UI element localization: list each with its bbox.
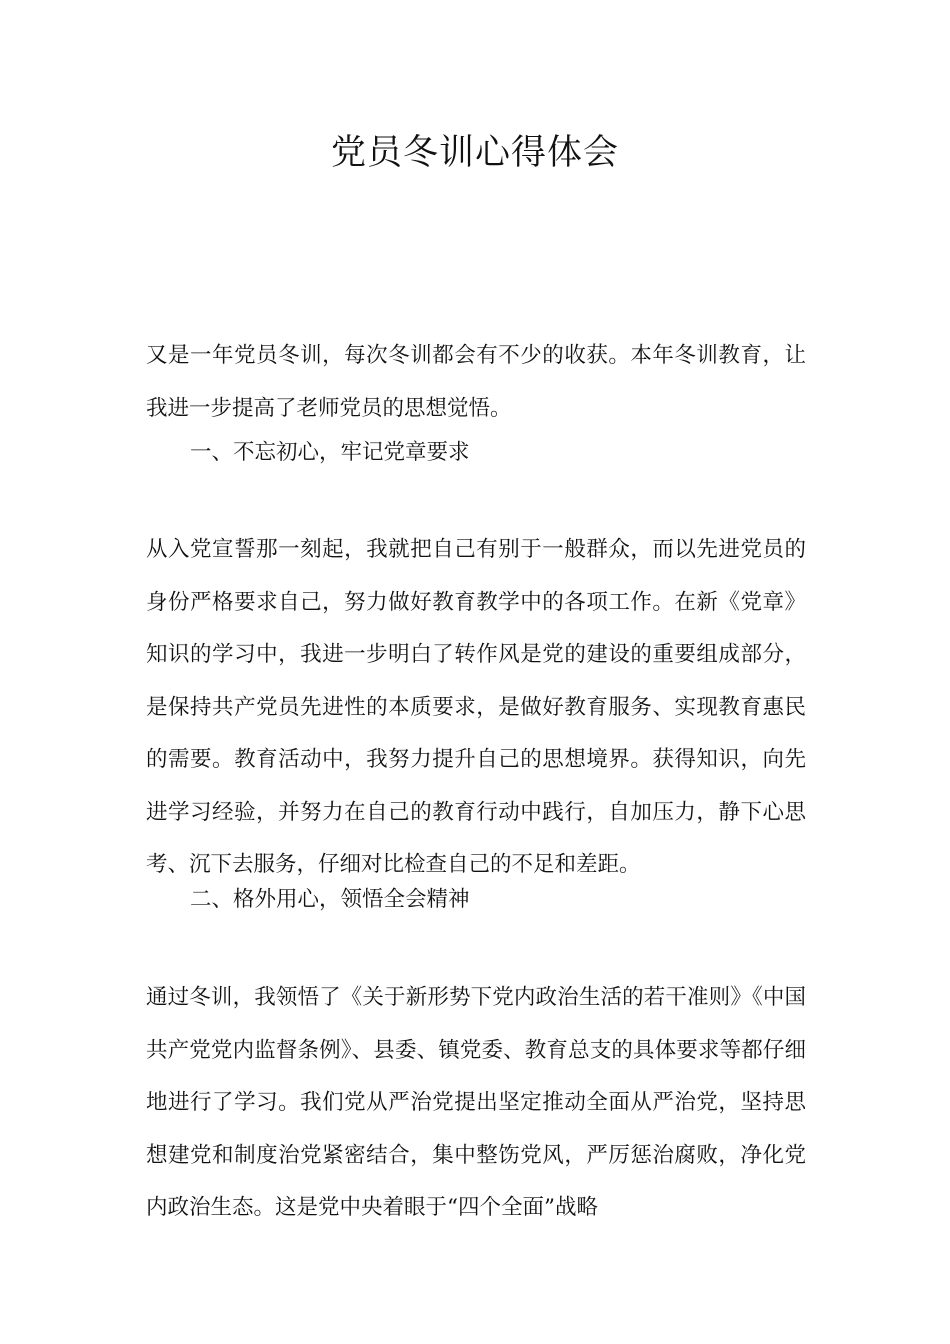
intro-paragraph: 又是一年党员冬训，每次冬训都会有不少的收获。本年冬训教育，让我进一步提高了老师党员的思想觉悟。 (146, 343, 806, 421)
section-heading-2: 二、格外用心，领悟全会精神 (190, 887, 470, 912)
section-2-paragraph: 通过冬训，我领悟了《关于新形势下党内政治生活的若干准则》《中国共产党党内监督条例》、县委、镇党委、教育总支的具体要求等都仔细地进行了学习。我们党从严治党提出坚定推动全面从严治党，坚持思想建党和制度治党紧密结合，集中整饬党风，严厉惩治腐败，净化党内政治生态。这是党中央着眼于“四个全面”战略 (146, 985, 806, 1220)
section-1-paragraph: 从入党宣誓那一刻起，我就把自己有别于一般群众，而以先进党员的身份严格要求自己，努力做好教育教学中的各项工作。在新《党章》知识的学习中，我进一步明白了转作风是党的建设的重要组成部分，是保持共产党员先进性的本质要求，是做好教育服务、实现教育惠民的需要。教育活动中，我努力提升自己的思想境界。获得知识，向先进学习经验，并努力在自己的教育行动中践行，自加压力，静下心思考、沉下去服务，仔细对比检查自己的不足和差距。 (146, 537, 806, 877)
document-title: 党员冬训心得体会 (330, 133, 619, 173)
section-heading-1: 一、不忘初心，牢记党章要求 (190, 440, 470, 465)
